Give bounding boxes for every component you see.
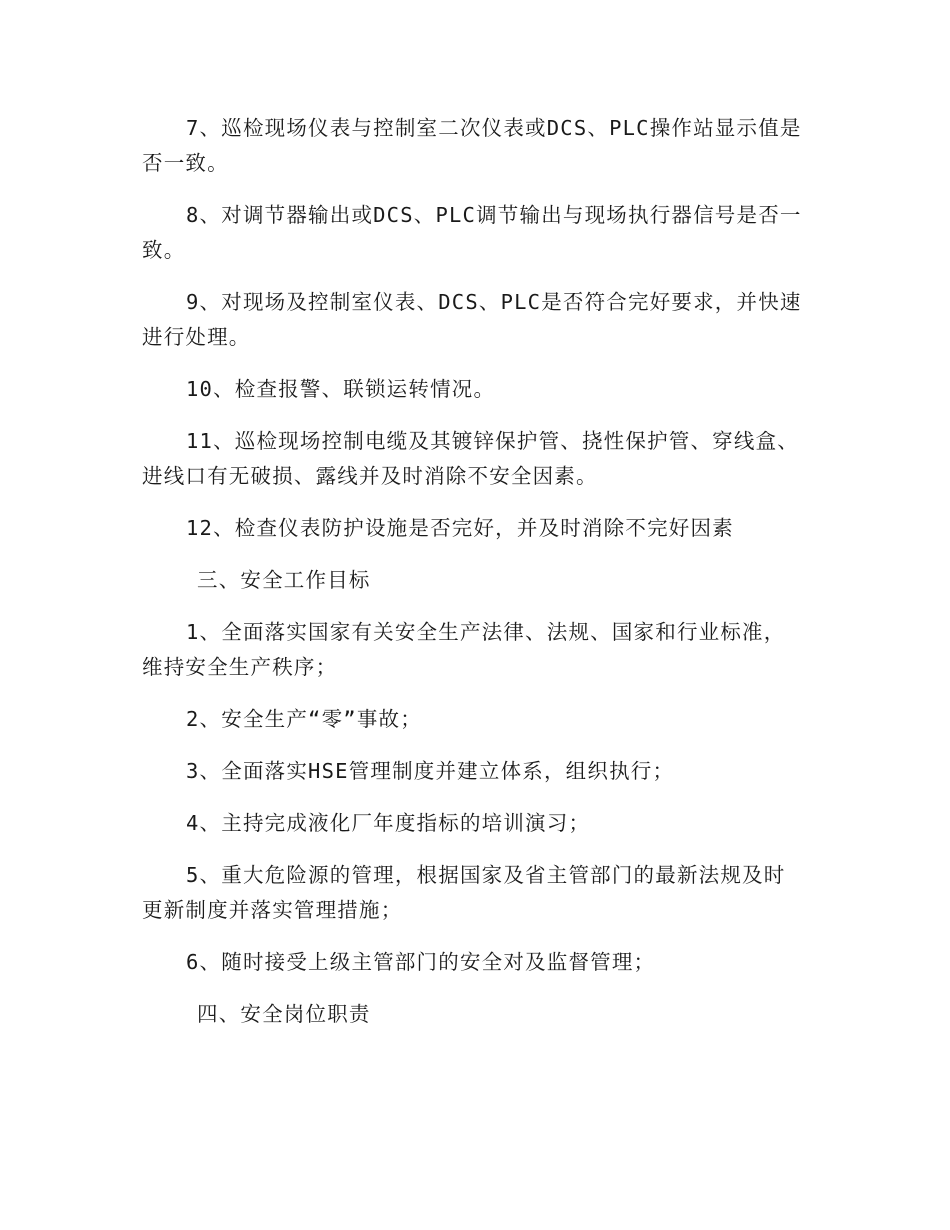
paragraph-item-8: 8、对调节器输出或DCS、PLC调节输出与现场执行器信号是否一致。 <box>142 203 802 262</box>
paragraph-item-10: 10、检查报警、联锁运转情况。 <box>186 377 496 401</box>
goal-item-6: 6、随时接受上级主管部门的安全对及监督管理； <box>186 950 656 974</box>
goal-item-3: 3、全面落实HSE管理制度并建立体系，组织执行； <box>186 759 675 783</box>
goal-item-1: 1、全面落实国家有关安全生产法律、法规、国家和行业标准，维持安全生产秩序； <box>142 620 786 679</box>
section-heading-safety-duties: 四、安全岗位职责 <box>197 1002 371 1026</box>
paragraph-item-12: 12、检查仪表防护设施是否完好，并及时消除不完好因素 <box>186 516 734 540</box>
paragraph-item-9: 9、对现场及控制室仪表、DCS、PLC是否符合完好要求，并快速进行处理。 <box>142 290 802 349</box>
section-heading-safety-goals: 三、安全工作目标 <box>197 568 371 592</box>
goal-item-4: 4、主持完成液化厂年度指标的培训演习； <box>186 811 591 835</box>
document-page <box>142 111 806 1032</box>
goal-item-2: 2、安全生产“零”事故； <box>186 707 422 731</box>
paragraph-item-11: 11、巡检现场控制电缆及其镀锌保护管、挠性保护管、穿线盒、进线口有无破损、露线并及时消除不安全因素。 <box>142 429 799 488</box>
goal-item-5: 5、重大危险源的管理，根据国家及省主管部门的最新法规及时更新制度并落实管理措施； <box>142 863 786 922</box>
paragraph-item-7: 7、巡检现场仪表与控制室二次仪表或DCS、PLC操作站显示值是否一致。 <box>142 116 802 175</box>
